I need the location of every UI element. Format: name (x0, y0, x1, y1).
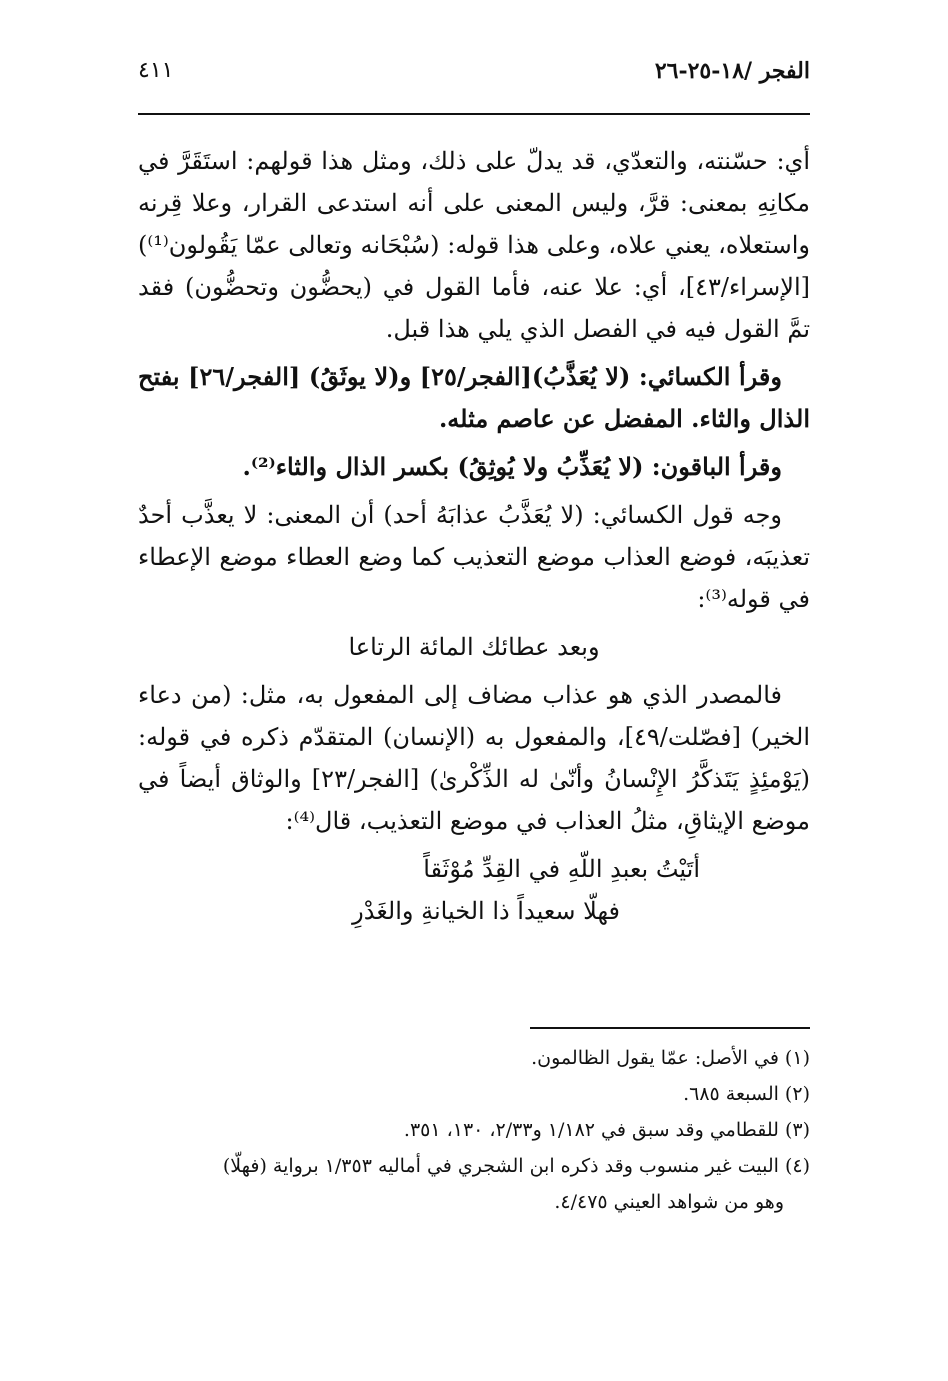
running-title: الفجر /١٨-٢٥-٢٦ (654, 58, 810, 84)
footnote-4: (٤) البيت غير منسوب وقد ذكره ابن الشجري في أماليه ١/٣٥٣ برواية (فهلّا) (222, 1155, 810, 1177)
footnote-2: (٢) السبعة ٦٨٥. (683, 1083, 810, 1105)
paragraph-kisai-explanation: وجه قول الكسائي: (لا يُعَذَّبُ عذابَهُ أحد) أن المعنى: لا يعذَّب أحدٌ تعذيبَه، فوضع العذاب موضع التعذيب كما وضع العطاء موضع الإعطاء في قوله⁽³⁾: (138, 501, 810, 613)
paragraph-intro: أي: حسّنته، والتعدّي، قد يدلّ على ذلك، ومثل هذا قولهم: استَقَرَّ في مكانِهِ بمعنى: قرَّ، وليس المعنى على أنه استدعى القرار، وعلا قِرنه واستعلاه، يعني علاه، وعلى هذا قوله: (سُبْحَانه وتعالى عمّا يَقُولون⁽¹⁾) [الإسراء/٤٣]، أي: علا عنه، فأما القول في (يحضُّون وتحضُّون) فقد تمَّ القول فيه في الفصل الذي يلي هذا قبل. (138, 147, 810, 343)
footnote-1: (١) في الأصل: عمّا يقول الظالمون. (531, 1047, 810, 1069)
poem-hemistich-first: أتَيْتُ بعبدِ اللّهِ في القِدِّ مُوْثَقاً (423, 855, 700, 883)
main-text (138, 140, 810, 932)
header-rule (138, 113, 810, 115)
paragraph-others-reading: وقرأ الباقون: (لا يُعَذِّبُ ولا يُوثِقُ) بكسر الذال والثاء⁽²⁾. (242, 452, 782, 481)
footnote-3: (٣) للقطامي وقد سبق في ١/١٨٢ و٢/٣٣، ١٣٠، ٣٥١. (403, 1119, 810, 1141)
poetry-verse: وبعد عطائك المائة الرتاعا (348, 633, 600, 661)
footnotes (138, 1040, 810, 1220)
page-number: ٤١١ (138, 58, 174, 83)
page-header (138, 58, 810, 98)
poem-hemistich-second: فهلّا سعيداً ذا الخيانةِ والغَدْرِ (352, 897, 620, 925)
footnote-separator (530, 1027, 810, 1029)
paragraph-kisai-reading: وقرأ الكسائي: (لا يُعَذَّبُ)[الفجر/٢٥] و(لا يوثَقُ) [الفجر/٢٦] بفتح الذال والثاء. المفضل عن عاصم مثله. (138, 362, 810, 433)
footnote-4-continuation: وهو من شواهد العيني ٤/٤٧٥. (554, 1191, 784, 1213)
paragraph-masdar: فالمصدر الذي هو عذاب مضاف إلى المفعول به، مثل: (من دعاء الخير) [فصّلت/٤٩]، والمفعول به (الإنسان) المتقدّم ذكره في قوله: (يَوْمئِذٍ يَتَذكَّرُ الإِنْسانُ وأنّىٰ له الذِّكْرىٰ) [الفجر/٢٣] والوثاق أيضاً في موضع الإيثاقِ، مثلُ العذاب في موضع التعذيب، قال⁽⁴⁾: (138, 681, 811, 835)
